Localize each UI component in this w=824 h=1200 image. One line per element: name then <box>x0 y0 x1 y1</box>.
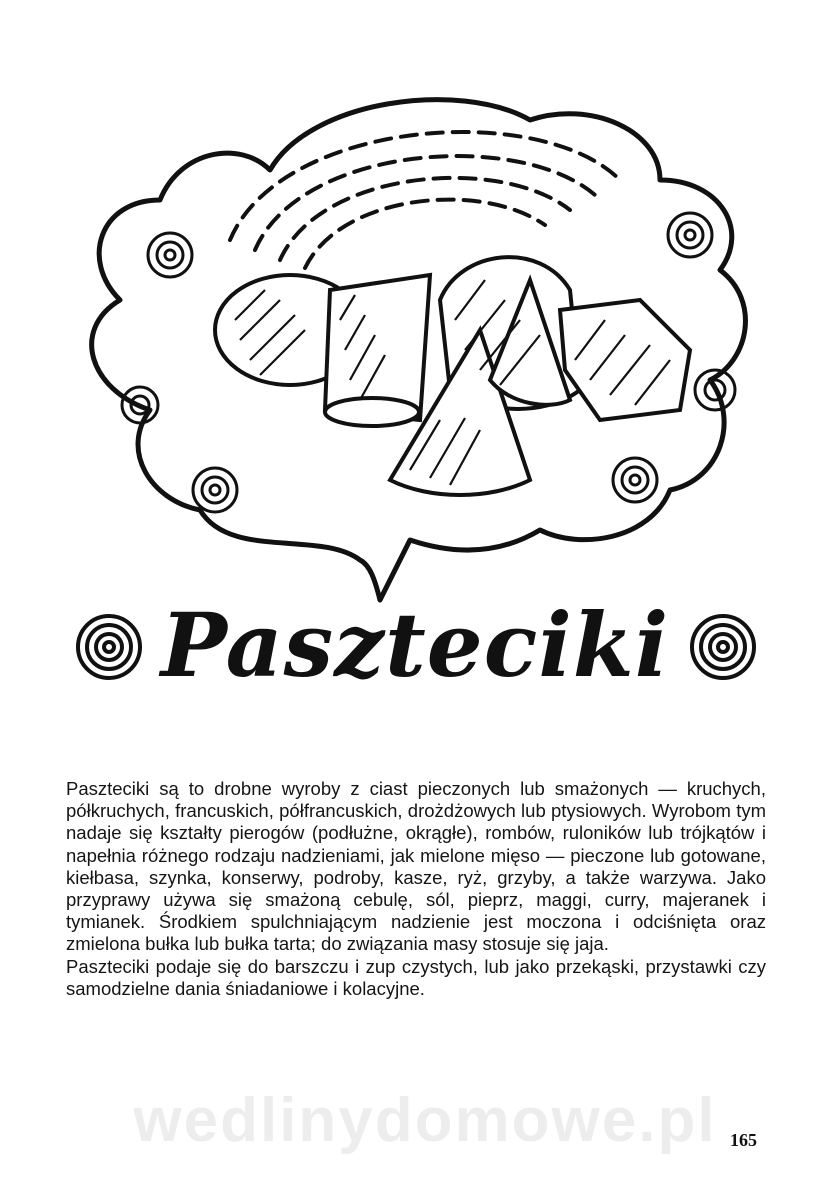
right-spiral-ornament-icon <box>688 612 758 682</box>
pastry-illustration <box>60 60 760 620</box>
paragraph-1: Paszteciki są to drobne wyroby z ciast pieczonych lub smażonych — kruchych, półkruchych, francuskich, półfrancuskich, drożdżowych lub ptysiowych. Wyrobom tym nadaje się kształty pierogów (podłużne, okrągłe), rombów, ruloników lub trójkątów i napełnia różnego rodzaju nadzieniami, jak mielone mięso — pieczone lub gotowane, kiełbasa, szynka, konserwy, podroby, kasze, ryż, grzyby, a także warzywa. Jako przyprawy używa się smażoną cebulę, sól, pieprz, maggi, curry, majeranek i tymianek. Środkiem spulchniającym nadzienie jest moczona i odciśnięta oraz zmielona bułka lub bułka tarta; do związania masy stosuje się jaja. <box>66 778 766 955</box>
page-title: Paszteciki <box>160 593 670 697</box>
left-spiral-ornament-icon <box>74 612 144 682</box>
pastries <box>215 257 690 495</box>
title-row <box>0 590 824 700</box>
page-number: 165 <box>730 1130 757 1150</box>
watermark: wedlinydomowe.pl <box>133 1086 717 1155</box>
dashed-arcs <box>230 132 620 268</box>
pastry-square <box>560 300 690 420</box>
paragraph-2: Paszteciki podaje się do barszczu i zup czystych, lub jako przekąski, przystawki czy samodzielne dania śniadaniowe i kolacyjne. <box>66 955 766 999</box>
body-text <box>66 778 766 1000</box>
